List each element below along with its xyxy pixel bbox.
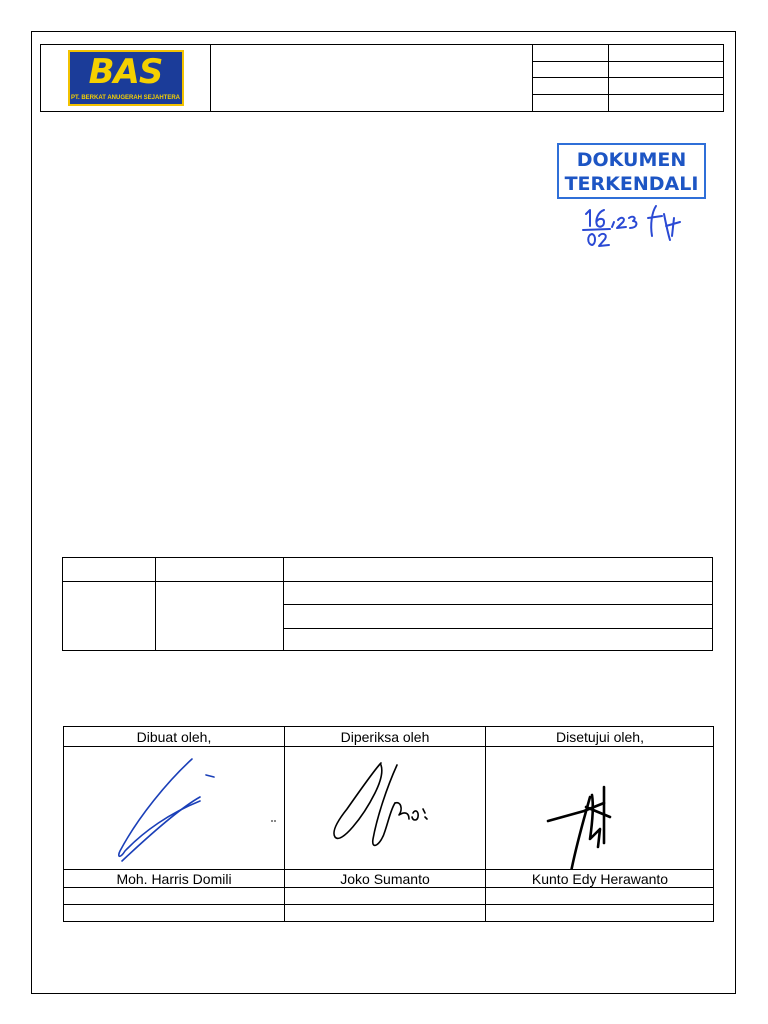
- stamp-line-1: DOKUMEN: [576, 149, 687, 171]
- made-by-label: Dibuat oleh,: [136, 729, 212, 745]
- meta-value-cell: [609, 45, 723, 62]
- meta-value-cell: [609, 78, 723, 95]
- revision-row-divider: [283, 604, 712, 605]
- meta-label-cell: [533, 78, 609, 95]
- stamp-handwritten-date: [578, 200, 698, 260]
- stamp-line-2: TERKENDALI: [564, 173, 699, 195]
- checked-by-label: Diperiksa oleh: [340, 729, 430, 745]
- meta-label-cell: [533, 95, 609, 112]
- revision-row-divider: [283, 628, 712, 629]
- approved-by-label: Disetujui oleh,: [556, 729, 644, 745]
- header-logo-cell: [41, 45, 211, 111]
- company-logo: [68, 50, 184, 106]
- checked-by-name: Joko Sumanto: [340, 871, 430, 887]
- logo-company-name: PT. BERKAT ANUGERAH SEJAHTERA: [70, 95, 180, 101]
- logo-mark: BAS: [88, 52, 163, 92]
- revision-table: [62, 557, 713, 651]
- approval-row-divider: [64, 904, 713, 905]
- header-title-cell: [211, 45, 533, 111]
- controlled-document-stamp: [557, 143, 706, 199]
- approved-by-name: Kunto Edy Herawanto: [531, 871, 669, 887]
- meta-value-cell: [609, 62, 723, 79]
- header-meta-grid: [533, 45, 723, 111]
- meta-label-cell: [533, 62, 609, 79]
- document-header: [40, 44, 724, 112]
- approved-by-signature: [486, 747, 714, 869]
- revision-col-divider: [155, 558, 156, 650]
- made-by-name: Moh. Harris Domili: [116, 871, 232, 887]
- meta-label-cell: [533, 45, 609, 62]
- approval-table: [63, 726, 714, 922]
- revision-header-divider: [63, 581, 712, 582]
- made-by-signature: [64, 747, 284, 869]
- meta-value-cell: [609, 95, 723, 112]
- checked-by-signature: [285, 747, 485, 869]
